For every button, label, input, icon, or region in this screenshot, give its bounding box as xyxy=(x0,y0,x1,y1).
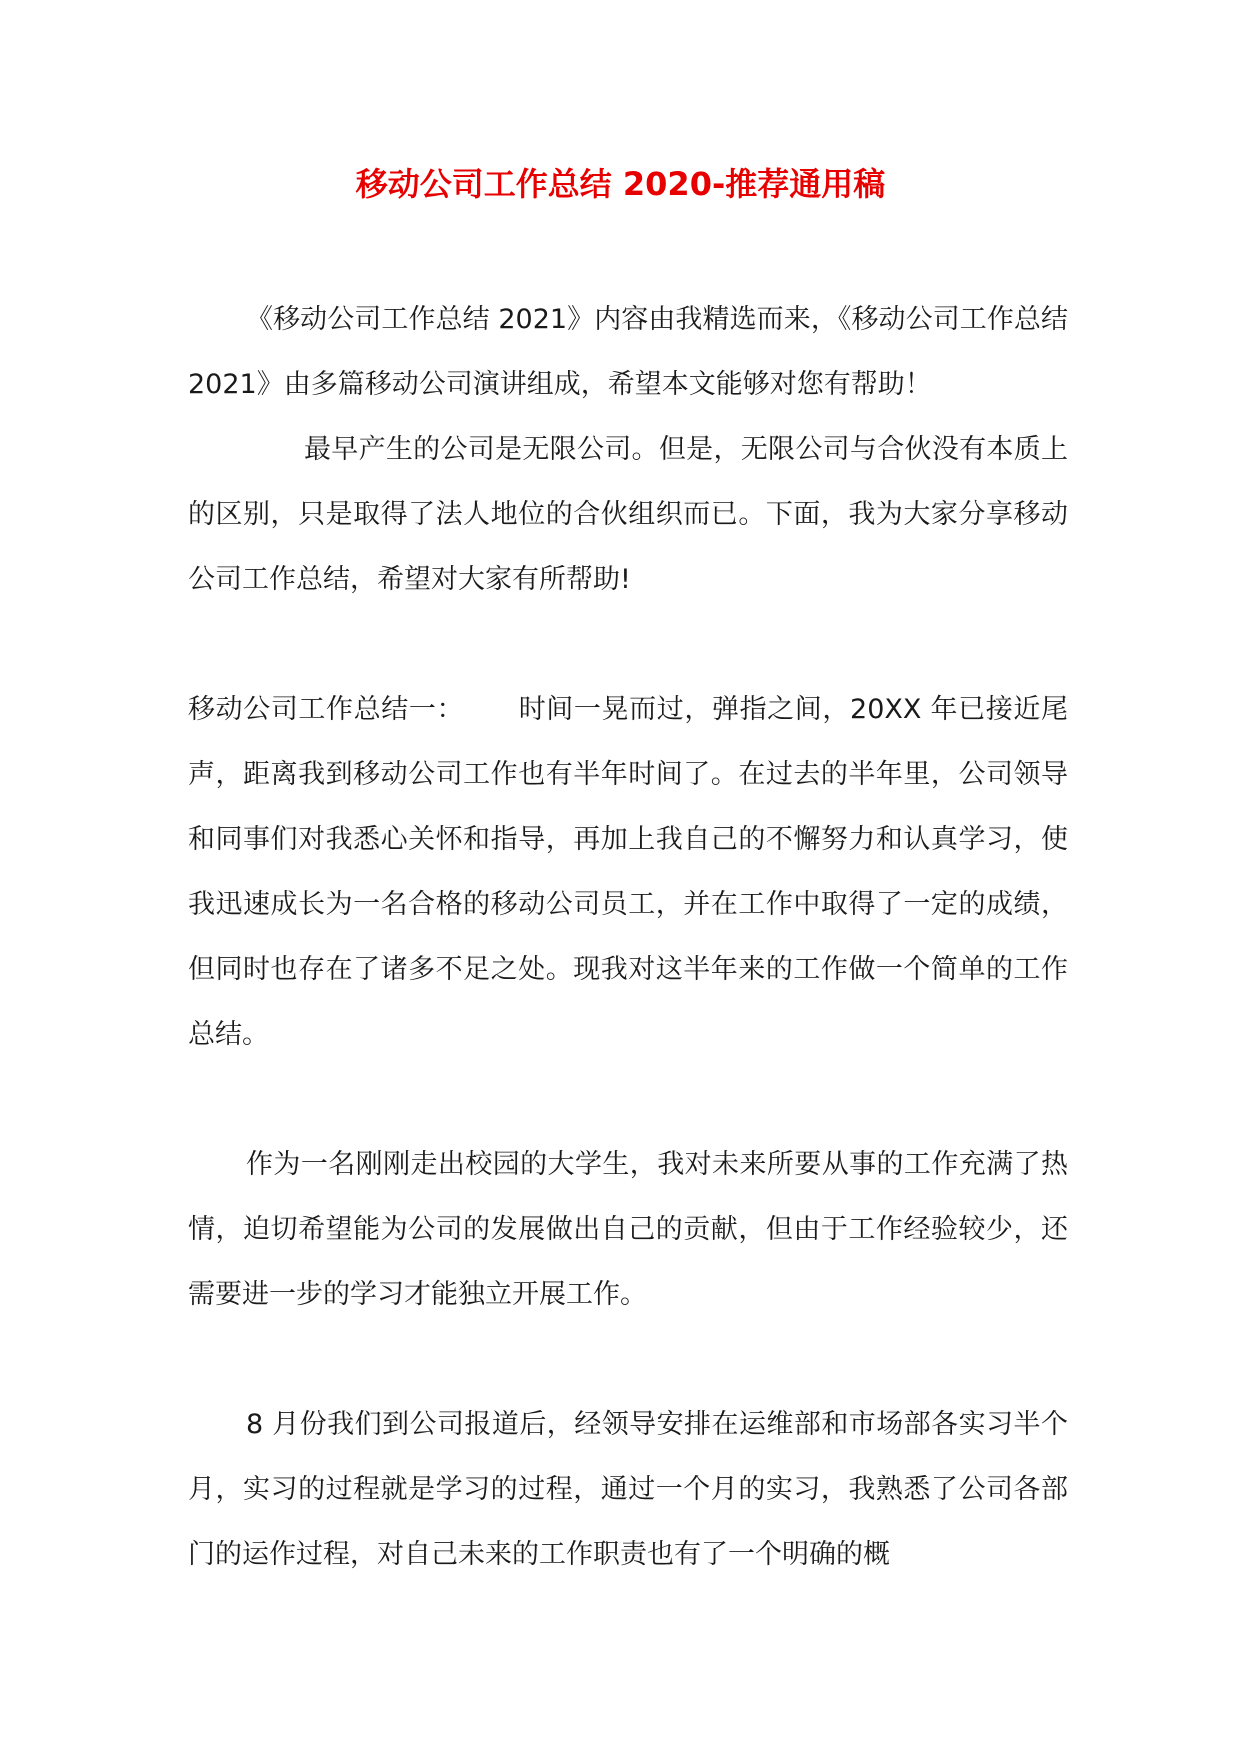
paragraph-intro: 《移动公司工作总结 2021》内容由我精选而来，《移动公司工作总结 2021》由多篇移动公司演讲组成，希望本文能够对您有帮助！ xyxy=(188,304,1068,400)
section-spacer xyxy=(464,694,518,725)
paragraph-summary-one xyxy=(188,677,1068,1067)
paragraph-spacer xyxy=(188,1327,1068,1392)
paragraph-spacer xyxy=(188,612,1068,677)
document-body xyxy=(188,287,1068,1587)
paragraph-graduate: 作为一名刚刚走出校园的大学生，我对未来所要从事的工作充满了热情，迫切希望能为公司的发展做出自己的贡献，但由于工作经验较少，还需要进一步的学习才能独立开展工作。 xyxy=(188,1149,1068,1310)
paragraph-internship: 8 月份我们到公司报道后，经领导安排在运维部和市场部各实习半个月，实习的过程就是学习的过程，通过一个月的实习，我熟悉了公司各部门的运作过程，对自己未来的工作职责也有了一个明确的概 xyxy=(188,1409,1068,1570)
document-title: 移动公司工作总结 2020-推荐通用稿 xyxy=(355,165,886,203)
paragraph-spacer xyxy=(188,1067,1068,1132)
section-label: 移动公司工作总结一： xyxy=(188,694,465,725)
paragraph-summary-one-text: 时间一晃而过，弹指之间，20XX 年已接近尾声，距离我到移动公司工作也有半年时间了。在过去的半年里，公司领导和同事们对我悉心关怀和指导，再加上我自己的不懈努力和认真学习，使我迅速成长为一名合格的移动公司员工，并在工作中取得了一定的成绩，但同时也存在了诸多不足之处。现我对这半年来的工作做一个简单的工作总结。 xyxy=(188,694,1068,1050)
paragraph-background: 最早产生的公司是无限公司。但是，无限公司与合伙没有本质上的区别，只是取得了法人地位的合伙组织而已。下面，我为大家分享移动公司工作总结，希望对大家有所帮助! xyxy=(188,434,1068,595)
